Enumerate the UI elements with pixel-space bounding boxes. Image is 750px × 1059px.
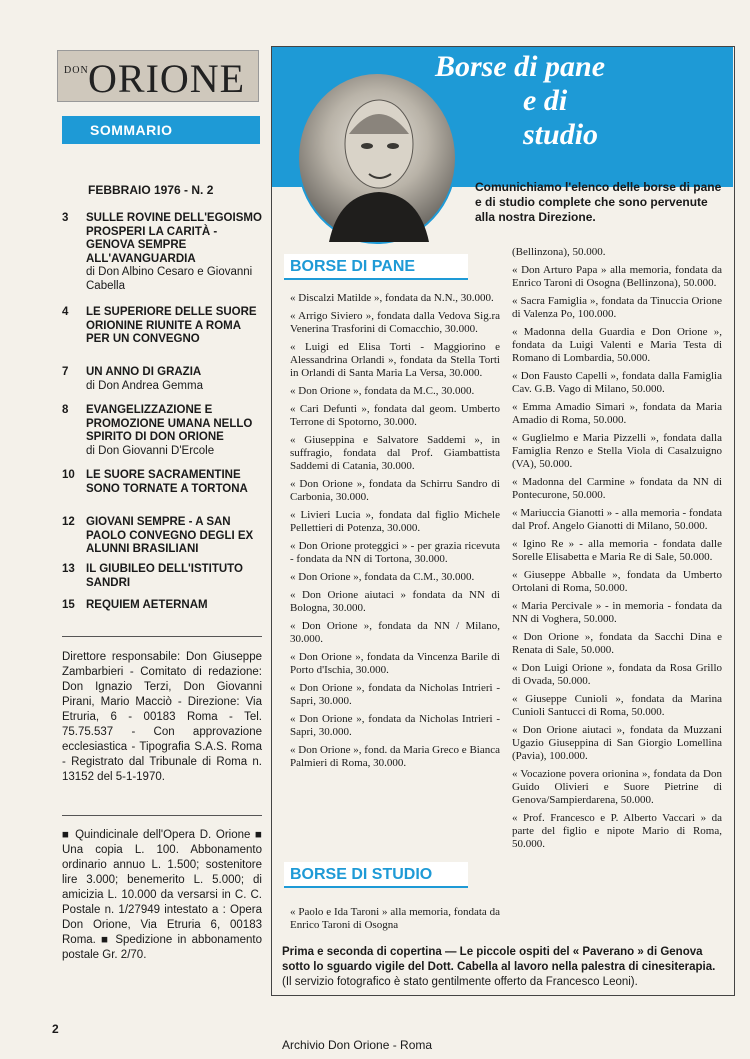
entry: « Madonna del Carmine » fondata da NN di Pontecurone, 50.000. [512, 476, 722, 501]
entry: « Mariuccia Gianotti » - alla memoria - fondata dal Prof. Angelo Gianotti di Milano, 50.000. [512, 507, 722, 532]
entry: « Don Arturo Papa » alla memoria, fondata da Enrico Taroni di Osogna (Bellinzona), 50.000. [512, 264, 722, 289]
caption-bold: Prima e seconda di copertina — Le piccole ospiti del « Paverano » di Genova sotto lo sguardo vigile del Dott. Cabella al lavoro nella palestra di cinesiterapia. [282, 946, 716, 973]
entry: « Don Orione proteggici » - per grazia ricevuta - fondata da NN di Tortona, 30.000. [290, 540, 500, 565]
title-line: Borse di pane [435, 50, 606, 83]
entry: « Don Orione », fondata da Schirru Sandro di Carbonia, 30.000. [290, 478, 500, 503]
title-line: studio [523, 118, 599, 151]
entry: « Don Orione », fondata da Nicholas Intrieri - Sapri, 30.000. [290, 682, 500, 707]
entry: « Don Orione », fondata da Vincenza Barile di Porto d'Ischia, 30.000. [290, 651, 500, 676]
entry: « Don Orione », fond. da Maria Greco e Bianca Palmieri di Roma, 30.000. [290, 744, 500, 769]
toc-item[interactable] [62, 469, 262, 496]
toc-author: di Don Giovanni D'Ercole [86, 444, 215, 457]
entry: « Don Orione aiutaci » fondata da NN di Bologna, 30.000. [290, 589, 500, 614]
toc-item[interactable] [62, 212, 262, 293]
column-left [290, 292, 500, 775]
section-heading-studio: BORSE DI STUDIO [284, 862, 468, 888]
toc-title: IL GIUBILEO DELL'ISTITUTO SANDRI [86, 563, 243, 589]
entry: « Don Orione », fondata da M.C., 30.000. [290, 385, 475, 397]
entry: « Maria Percivale » - in memoria - fondata da NN di Voghera, 50.000. [512, 600, 722, 625]
entry: « Giuseppe Abballe », fondata da Umberto Ortolani di Roma, 50.000. [512, 569, 722, 594]
toc-title: LE SUORE SACRAMENTINE SONO TORNATE A TORTONA [86, 469, 248, 495]
portrait-photo [297, 72, 457, 244]
toc-title: EVANGELIZZAZIONE E PROMOZIONE UMANA NELLO SPIRITO DI DON ORIONE [86, 404, 253, 443]
toc-author: di Don Albino Cesaro e Giovanni Cabella [86, 266, 253, 292]
entry: « Prof. Francesco e P. Alberto Vaccari » da parte del figlio e nipote Mario di Roma, 50.000. [512, 812, 722, 850]
entry: « Giuseppe Cunioli », fondata da Marina Cunioli Santucci di Roma, 50.000. [512, 693, 722, 718]
masthead-title: ORIONE [88, 56, 246, 101]
entry: « Arrigo Siviero », fondata dalla Vedova Sig.ra Venerina Trasforini di Comacchio, 30.000. [290, 310, 500, 335]
column-studio [290, 906, 500, 937]
entry: « Paolo e Ida Taroni » alla memoria, fondata da Enrico Taroni di Osogna [290, 906, 500, 931]
column-right [512, 246, 722, 856]
toc-page: 10 [62, 469, 75, 481]
toc-author: di Don Andrea Gemma [86, 379, 203, 392]
archive-footer: Archivio Don Orione - Roma [282, 1038, 433, 1052]
entry: « Madonna della Guardia e Don Orione », fondata da Luigi Valenti e Maria Testa di Romano di Lombardia, 50.000. [512, 326, 722, 364]
editorial-credits: Direttore responsabile: Don Giuseppe Zambarbieri - Comitato di redazione: Don Ignazio Terzi, Don Giovanni Pirani, Mario Macciò - Direzione: Via Etruria, 6 - 00183 Roma - Tel. 75.75.537 - Con approvazione ecclesiastica - Tipografia S.A.S. Roma - Registrato dal Tribunale di Roma n. 13152 del 5-1-1970. [62, 651, 262, 783]
entry: « Vocazione povera orionina », fondata da Don Guido Olivieri e Suore Pietrine di Genova/Sampierdarena, 50.000. [512, 768, 722, 806]
entry: « Don Orione », fondata da C.M., 30.000. [290, 571, 475, 583]
entry: « Don Luigi Orione », fondata da Rosa Grillo di Ovada, 50.000. [512, 662, 722, 687]
toc-title: REQUIEM AETERNAM [86, 599, 208, 611]
entry: « Livieri Lucia », fondata dal figlio Michele Pellettieri di Potenza, 30.000. [290, 509, 500, 534]
toc-title: UN ANNO DI GRAZIA [86, 366, 202, 378]
toc-item[interactable] [62, 404, 262, 458]
section-heading-pane: BORSE DI PANE [284, 254, 468, 280]
entry: « Cari Defunti », fondata dal geom. Umberto Terrone di Spotorno, 30.000. [290, 403, 500, 428]
title-line: e di [523, 84, 568, 117]
toc-page: 3 [62, 212, 69, 224]
toc-page: 15 [62, 599, 75, 611]
subscription-info: ■ Quindicinale dell'Opera D. Orione ■ Una copia L. 100. Abbonamento ordinario annuo L. 1.500; sostenitore lire 3.000; benemerito L. 5.000; di amicizia L. 10.000 da versarsi in C. C. Postale n. 1/27949 intestato a : Opera Don Orione, Via Etruria 6, 00183 Roma. ■ Spedizione in abbonamento postale Gr. 2/70. [62, 829, 262, 961]
toc-page: 8 [62, 404, 69, 416]
entry: « Emma Amadio Simari », fondata da Maria Amadio di Roma, 50.000. [512, 401, 722, 426]
divider [62, 815, 262, 816]
divider [62, 636, 262, 637]
toc-item[interactable] [62, 516, 262, 557]
toc-item[interactable] [62, 599, 262, 613]
entry: « Discalzi Matilde », fondata da N.N., 30.000. [290, 292, 494, 304]
entry: « Don Orione », fondata da Sacchi Dina e Renata di Sale, 50.000. [512, 631, 722, 656]
toc-title: GIOVANI SEMPRE - A SAN PAOLO CONVEGNO DEGLI EX ALUNNI BRASILIANI [86, 516, 254, 555]
toc-page: 4 [62, 306, 69, 318]
sommario-heading: SOMMARIO [62, 116, 260, 144]
entry: « Igino Re » - alla memoria - fondata dalle Sorelle Elisabetta e Maria Re di Sale, 50.000. [512, 538, 722, 563]
toc-item[interactable] [62, 306, 262, 347]
caption-credit: (Il servizio fotografico è stato gentilmente offerto da Francesco Leoni). [282, 976, 638, 988]
toc-title: LE SUPERIORE DELLE SUORE ORIONINE RIUNITE A ROMA PER UN CONVEGNO [86, 306, 257, 345]
issue-date: FEBBRAIO 1976 - N. 2 [88, 183, 214, 197]
intro-text: Comunichiamo l'elenco delle borse di pane e di studio complete che sono pervenute alla nostra Direzione. [475, 180, 722, 224]
toc-item[interactable] [62, 563, 262, 590]
entry: « Luigi ed Elisa Torti - Maggiorino e Alessandrina Orlandi », fondata da Stella Torti in Orlandi di Santa Maria La Versa, 30.000. [290, 341, 500, 379]
entry: « Giuseppina e Salvatore Saddemi », in suffragio, fondata dal Prof. Giambattista Saddemi di Catania, 30.000. [290, 434, 500, 472]
toc-page: 12 [62, 516, 75, 528]
toc-item[interactable] [62, 366, 262, 393]
entry: « Don Orione », fondata da NN / Milano, 30.000. [290, 620, 500, 645]
toc-page: 13 [62, 563, 75, 575]
masthead-don: DON [64, 65, 89, 76]
toc-title: SULLE ROVINE DELL'EGOISMO PROSPERI LA CARITÀ - GENOVA SEMPRE ALL'AVANGUARDIA [86, 212, 262, 265]
entry: (Bellinzona), 50.000. [512, 246, 606, 258]
masthead-logo [57, 50, 259, 102]
entry: « Don Fausto Capelli », fondata dalla Famiglia Cav. G.B. Vago di Milano, 50.000. [512, 370, 722, 395]
cover-caption [282, 945, 724, 990]
toc-page: 7 [62, 366, 69, 378]
entry: « Don Orione », fondata da Nicholas Intrieri - Sapri, 30.000. [290, 713, 500, 738]
entry: « Don Orione aiutaci », fondata da Muzzani Ugazio Giuseppina di San Giorgio Lomellina (Pavia), 100.000. [512, 724, 722, 762]
page-number: 2 [52, 1022, 59, 1036]
entry: « Guglielmo e Maria Pizzelli », fondata dalla Famiglia Renzo e Stella Viola di Casalzuigno (VA), 50.000. [512, 432, 722, 470]
entry: « Sacra Famiglia », fondata da Tinuccia Orione di Valenza Po, 100.000. [512, 295, 722, 320]
article-title [435, 50, 725, 152]
